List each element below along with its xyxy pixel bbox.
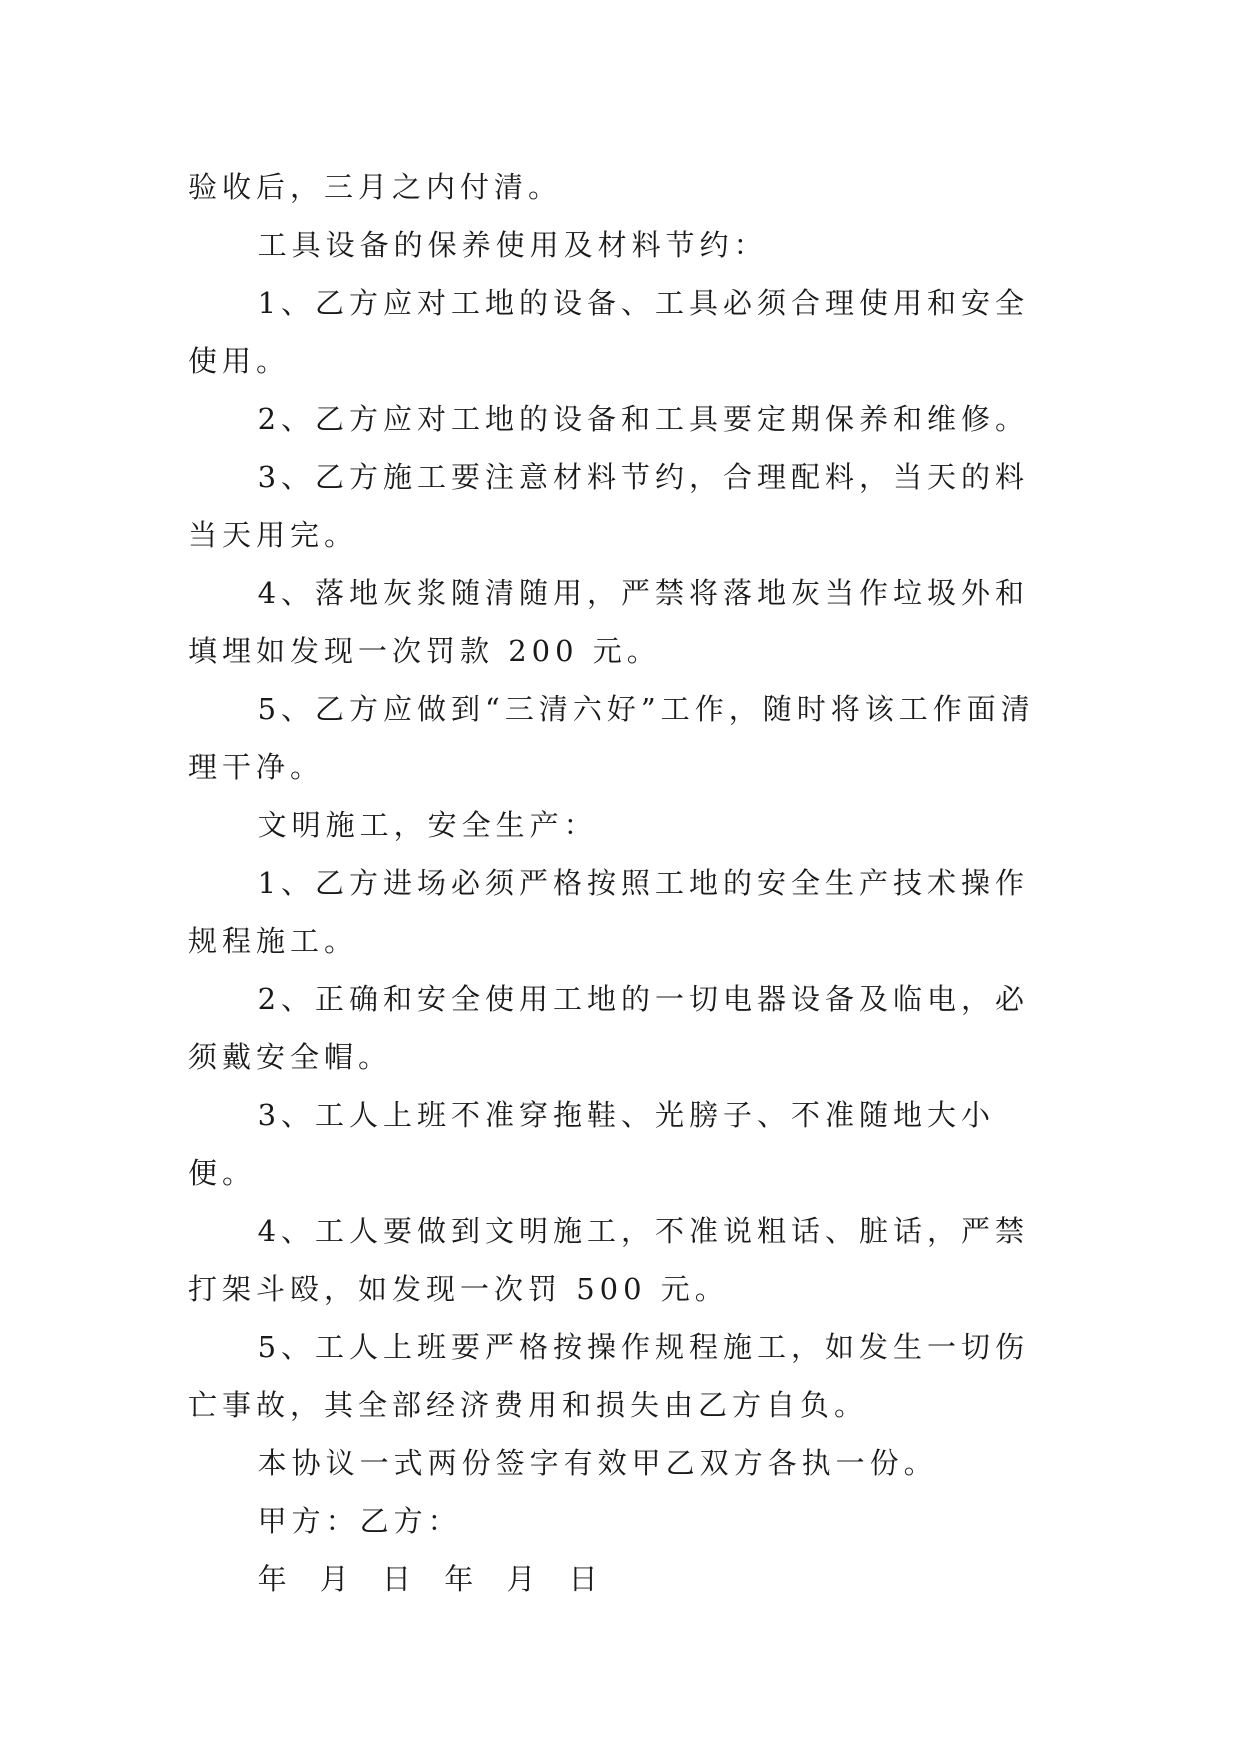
clause-equipment-2: 2、乙方应对工地的设备和工具要定期保养和维修。 [257,402,1030,436]
signature-parties: 甲方：乙方： [257,1504,462,1538]
signature-dates: 年 月 日 年 月 日 [257,1562,603,1596]
clause-equipment-1: 1、乙方应对工地的设备、工具必须合理使用和安全使用。 [188,286,1030,378]
clause-safety-1: 1、乙方进场必须严格按照工地的安全生产技术操作规程施工。 [188,866,1030,958]
clause-safety-2: 2、正确和安全使用工地的一切电器设备及临电，必须戴安全帽。 [188,982,1030,1074]
document-body [188,158,1058,1608]
agreement-copies-statement: 本协议一式两份签字有效甲乙双方各执一份。 [257,1446,938,1480]
heading-equipment-maintenance: 工具设备的保养使用及材料节约： [257,228,768,262]
clause-equipment-3: 3、乙方施工要注意材料节约，合理配料，当天的料当天用完。 [188,460,1030,552]
clause-safety-5: 5、工人上班要严格按操作规程施工，如发生一切伤亡事故，其全部经济费用和损失由乙方自负。 [188,1330,1030,1422]
clause-safety-3: 3、工人上班不准穿拖鞋、光膀子、不准随地大小便。 [188,1098,996,1190]
clause-equipment-5: 5、乙方应做到“三清六好”工作，随时将该工作面清理干净。 [188,692,1035,784]
clause-equipment-4: 4、落地灰浆随清随用，严禁将落地灰当作垃圾外和填埋如发现一次罚款 200 元。 [188,576,1030,668]
clause-safety-4: 4、工人要做到文明施工，不准说粗话、脏话，严禁打架斗殴，如发现一次罚 500 元。 [188,1214,1030,1306]
heading-civilized-construction: 文明施工，安全生产： [257,808,598,842]
paragraph-payment-terms: 验收后，三月之内付清。 [188,170,563,204]
